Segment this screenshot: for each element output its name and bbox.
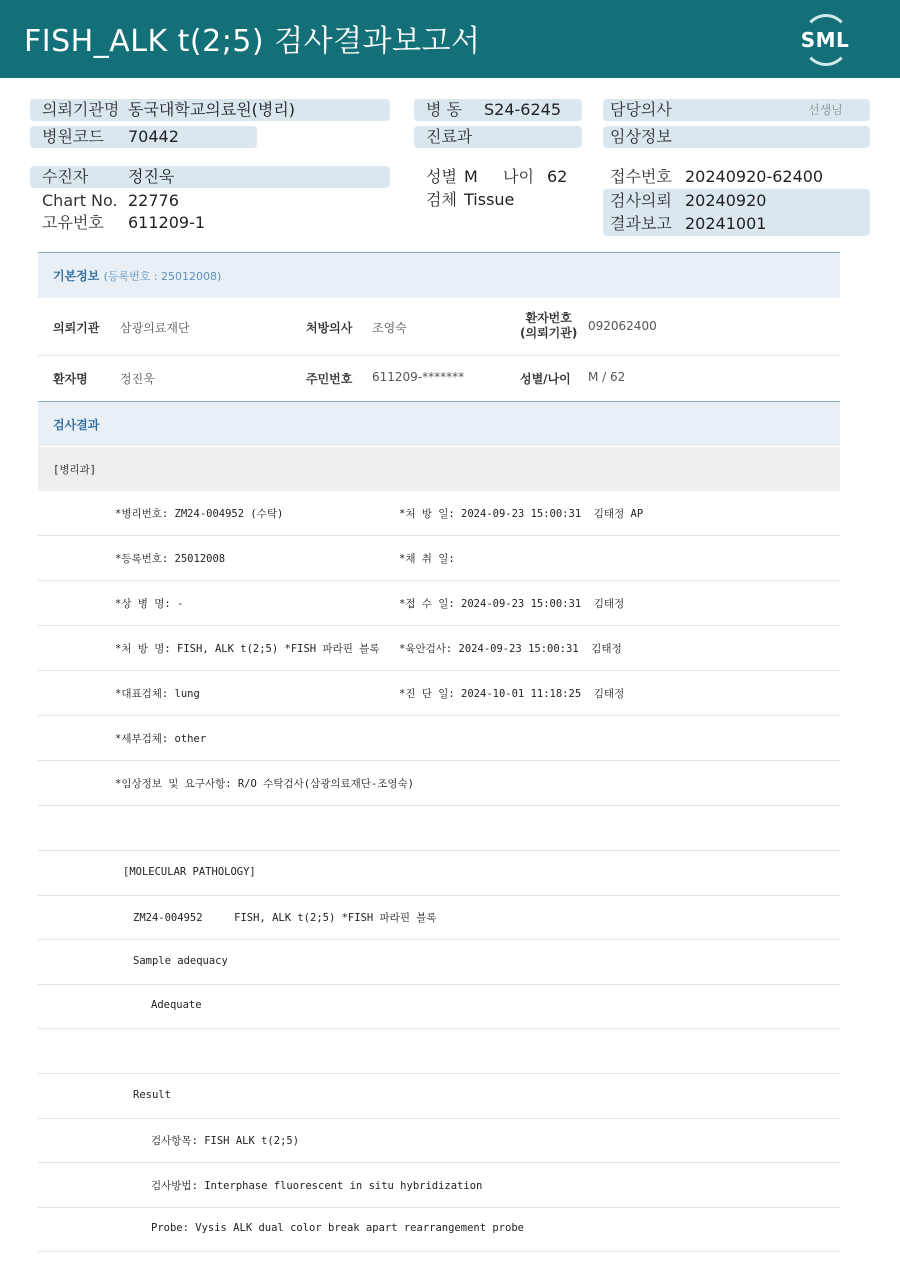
molecular-row [38, 1074, 840, 1119]
molecular-row [38, 1029, 840, 1074]
results-title: 검사결과 [53, 418, 100, 432]
patient-name-value: 정진욱 [120, 372, 155, 386]
patient-label: 수진자 [42, 167, 89, 186]
department-label: 진료과 [426, 127, 473, 146]
chart-no: 22776 [128, 191, 179, 210]
basic-info-header [38, 252, 840, 298]
request-date: 20240920 [685, 191, 767, 210]
result-field-left: *등록번호: 25012008 [115, 553, 226, 565]
sml-logo [798, 12, 854, 66]
result-field-left: *처 방 명: FISH, ALK t(2;5) *FISH 파라핀 블록 [115, 643, 380, 655]
result-field-right: *진 단 일: 2024-10-01 11:18:25 김태정 [399, 688, 625, 700]
basic-info-reg-note: (등록번호 : 25012008) [103, 270, 222, 283]
report-title: FISH_ALK t(2;5) 검사결과보고서 [24, 24, 481, 59]
basic-info-title-text: 기본정보 [53, 269, 100, 283]
result-row [38, 761, 840, 806]
patient-number-label: 환자번호 (의뢰기관) [520, 311, 578, 340]
pathology-dept: [병리과] [53, 464, 97, 476]
result-field-left: *상 병 명: - [115, 598, 184, 610]
molecular-row [38, 1163, 840, 1208]
molecular-line: Probe: Vysis ALK dual color break apart rearrangement probe [151, 1222, 524, 1235]
result-field-right: *처 방 일: 2024-09-23 15:00:31 김태정 AP [399, 508, 644, 520]
specimen-label: 검체 [426, 190, 457, 209]
patient-name: 정진욱 [128, 167, 175, 186]
sex-age-value: M / 62 [588, 370, 626, 384]
institution-field-value: 삼광의료재단 [120, 321, 190, 335]
molecular-row [38, 806, 840, 851]
reception-no: 20240920-62400 [685, 167, 824, 186]
report-label: 결과보고 [610, 214, 672, 233]
molecular-line: ZM24-004952 FISH, ALK t(2;5) *FISH 파라핀 블록 [133, 912, 437, 925]
result-field-left: *세부검체: other [115, 733, 207, 745]
basic-info-title [53, 267, 221, 284]
hospital-code-label: 병원코드 [42, 127, 104, 146]
result-field-right: *육안검사: 2024-09-23 15:00:31 김태정 [399, 643, 622, 655]
sex-age-label: 성별/나이 [520, 372, 571, 386]
reception-label: 접수번호 [610, 167, 672, 186]
molecular-line: Adequate [151, 999, 202, 1012]
ward-value: S24-6245 [484, 100, 562, 119]
result-field-left: *임상정보 및 요구사항: R/O 수탁검사(삼광의료재단-조영숙) [115, 778, 415, 790]
ward-label: 병 동 [426, 100, 462, 119]
resident-number-label: 주민번호 [306, 372, 353, 386]
result-field-left: *병리번호: ZM24-004952 (수탁) [115, 508, 284, 520]
report-header [0, 0, 900, 78]
sex-value: M [464, 167, 478, 186]
molecular-line: Sample adequacy [133, 954, 228, 967]
molecular-line: Result [133, 1088, 171, 1101]
age-value: 62 [547, 167, 568, 186]
hospital-code-value: 70442 [128, 127, 179, 146]
chart-label: Chart No. [42, 191, 118, 210]
results-header [38, 402, 840, 446]
molecular-line: [MOLECULAR PATHOLOGY] [123, 865, 256, 878]
doctor-label: 담당의사 [610, 100, 672, 119]
result-row [38, 536, 840, 581]
patient-name-label: 환자명 [53, 372, 88, 386]
result-row [38, 671, 840, 716]
molecular-row [38, 1118, 840, 1163]
basic-info-row-1 [38, 298, 840, 356]
institution-value: 동국대학교의료원(병리) [128, 100, 296, 119]
resident-number-value: 611209-******* [372, 370, 465, 384]
age-label: 나이 [503, 167, 534, 186]
result-row [38, 626, 840, 671]
molecular-line: 검사항목: FISH ALK t(2;5) [151, 1135, 300, 1148]
unique-no: 611209-1 [128, 213, 206, 232]
pathology-dept-row [38, 447, 840, 491]
institution-field-label: 의뢰기관 [53, 321, 100, 335]
molecular-row [38, 940, 840, 985]
prescriber-value: 조영숙 [372, 321, 407, 335]
molecular-line: 검사방법: Interphase fluorescent in situ hybridization [151, 1179, 483, 1192]
clinical-info-label: 임상정보 [610, 127, 672, 146]
result-row [38, 491, 840, 536]
result-field-right: *채 취 일: [399, 553, 455, 565]
institution-label: 의뢰기관명 [42, 100, 120, 119]
patient-number-value: 092062400 [588, 319, 657, 333]
molecular-row [38, 851, 840, 896]
result-row [38, 716, 840, 761]
molecular-row [38, 895, 840, 940]
logo-text: SML [800, 28, 850, 52]
molecular-row [38, 1207, 840, 1252]
result-field-right: *접 수 일: 2024-09-23 15:00:31 김태정 [399, 598, 625, 610]
result-field-left: *대표검체: lung [115, 688, 200, 700]
unique-label: 고유번호 [42, 213, 104, 232]
report-date: 20241001 [685, 214, 767, 233]
specimen-value: Tissue [464, 190, 515, 209]
basic-info-row-2 [38, 356, 840, 402]
prescriber-label: 처방의사 [306, 321, 353, 335]
request-label: 검사의뢰 [610, 191, 672, 210]
sex-label: 성별 [426, 167, 457, 186]
doctor-suffix: 선생님 [808, 103, 843, 117]
molecular-row [38, 984, 840, 1029]
result-row [38, 581, 840, 626]
